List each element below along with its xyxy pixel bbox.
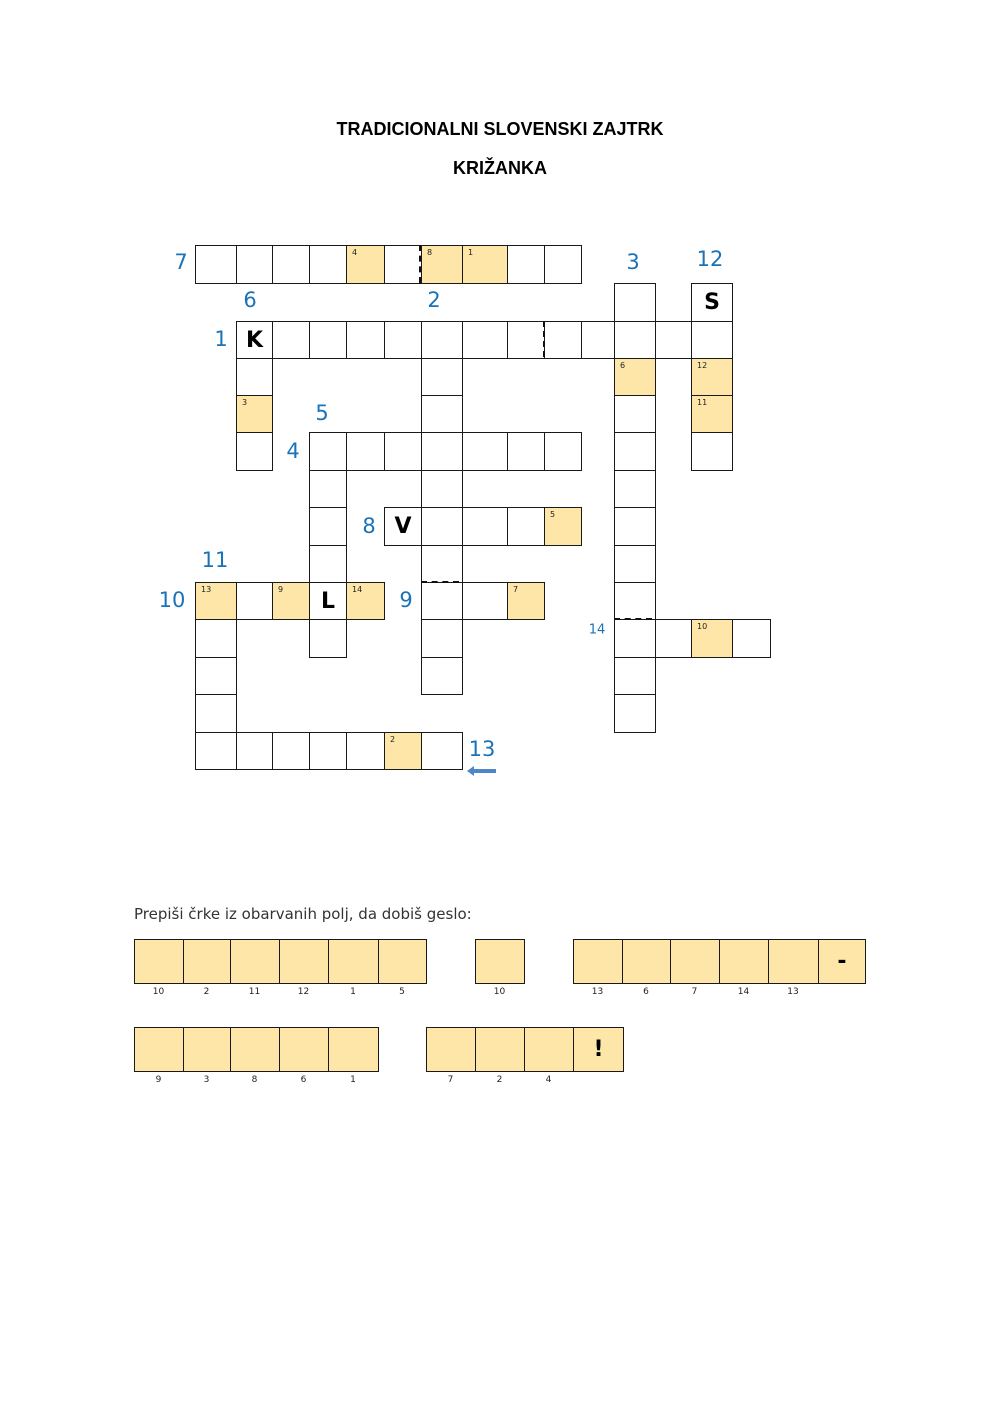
letter-input[interactable] — [237, 246, 272, 283]
letter-input[interactable] — [422, 471, 462, 507]
solution-box[interactable] — [183, 939, 231, 984]
clue-number-3: 3 — [626, 250, 640, 274]
letter-input[interactable] — [733, 620, 770, 657]
solution-input[interactable] — [623, 940, 670, 983]
letter-input[interactable] — [545, 433, 581, 470]
grid-cell[interactable] — [507, 321, 545, 359]
highlighted-grid-cell[interactable] — [691, 358, 733, 396]
grid-cell[interactable] — [309, 470, 347, 508]
solution-input[interactable] — [476, 940, 524, 983]
solution-box[interactable] — [622, 939, 671, 984]
letter-input[interactable] — [508, 433, 544, 470]
letter-input[interactable] — [273, 322, 309, 358]
clue-number-12: 12 — [696, 247, 724, 271]
solution-box[interactable] — [279, 939, 329, 984]
cell-number: 10 — [697, 622, 708, 631]
grid-cell[interactable] — [732, 619, 771, 658]
grid-cell[interactable] — [655, 321, 692, 359]
solution-input[interactable] — [280, 1028, 328, 1071]
letter-input[interactable] — [385, 733, 421, 769]
grid-cell[interactable] — [614, 657, 656, 695]
solution-box[interactable] — [670, 939, 720, 984]
grid-cell[interactable] — [346, 732, 385, 770]
grid-cell[interactable] — [195, 694, 237, 733]
cell-number: 7 — [513, 585, 519, 594]
letter-input[interactable] — [463, 508, 507, 545]
given-letter: S — [704, 290, 720, 315]
solution-input[interactable] — [525, 1028, 573, 1071]
letter-input[interactable] — [463, 433, 507, 470]
grid-cell[interactable] — [195, 732, 237, 770]
instruction-text: Prepiši črke iz obarvanih polj, da dobiš geslo: — [134, 905, 472, 923]
grid-cell[interactable] — [421, 619, 463, 658]
cell-number: 5 — [550, 510, 556, 519]
solution-input[interactable] — [231, 940, 279, 983]
letter-input[interactable] — [347, 322, 384, 358]
grid-cell[interactable] — [614, 545, 656, 583]
cell-number: 11 — [697, 398, 708, 407]
grid-cell[interactable] — [236, 582, 273, 620]
letter-input[interactable] — [615, 359, 655, 395]
grid-cell[interactable] — [421, 432, 463, 471]
letter-input[interactable] — [347, 733, 384, 769]
letter-input[interactable] — [615, 284, 655, 321]
solution-box[interactable] — [328, 939, 379, 984]
grid-cell[interactable] — [272, 321, 310, 359]
solution-number: 14 — [737, 987, 750, 997]
cell-number: 4 — [352, 248, 358, 257]
letter-input[interactable] — [615, 433, 655, 470]
grid-cell[interactable] — [691, 432, 733, 471]
grid-cell[interactable] — [462, 432, 508, 471]
letter-input[interactable] — [692, 620, 732, 657]
cell-number: 9 — [278, 585, 284, 594]
solution-input[interactable] — [231, 1028, 279, 1071]
letter-input[interactable] — [463, 246, 507, 283]
cell-number: 14 — [352, 585, 363, 594]
letter-input[interactable] — [463, 583, 507, 619]
solution-input[interactable] — [476, 1028, 524, 1071]
grid-cell[interactable] — [309, 507, 347, 546]
solution-box[interactable] — [524, 1027, 574, 1072]
given-letter: V — [394, 514, 412, 539]
grid-cell[interactable] — [421, 545, 463, 583]
solution-input[interactable] — [379, 940, 426, 983]
clue-number-9: 9 — [399, 588, 413, 612]
letter-input[interactable] — [347, 433, 384, 470]
solution-number: 2 — [496, 1075, 503, 1085]
page-title: TRADICIONALNI SLOVENSKI ZAJTRK — [336, 119, 664, 139]
solution-number: 5 — [399, 987, 405, 997]
letter-input[interactable] — [692, 433, 732, 470]
grid-cell[interactable] — [614, 582, 656, 620]
clue-number-13: 13 — [468, 737, 496, 761]
grid-cell[interactable] — [691, 321, 733, 359]
solution-number: 13 — [787, 987, 799, 997]
clue-number-10: 10 — [158, 588, 186, 612]
letter-input[interactable] — [273, 583, 309, 619]
grid-cell[interactable] — [236, 358, 273, 396]
solution-box[interactable] — [279, 1027, 329, 1072]
solution-box[interactable] — [378, 939, 427, 984]
letter-input[interactable] — [422, 359, 462, 395]
solution-number: 4 — [545, 1075, 552, 1085]
clue-number-14: 14 — [588, 622, 606, 638]
clue-number-11: 11 — [201, 548, 229, 572]
grid-cell[interactable] — [614, 432, 656, 471]
letter-input[interactable] — [196, 695, 236, 732]
grid-cell — [236, 321, 273, 359]
letter-input[interactable] — [310, 246, 346, 283]
grid-cell[interactable] — [421, 582, 463, 620]
grid-cell[interactable] — [614, 507, 656, 546]
solution-box[interactable] — [426, 1027, 476, 1072]
solution-input[interactable] — [329, 940, 378, 983]
clue-number-5: 5 — [315, 401, 329, 425]
highlighted-grid-cell[interactable] — [462, 245, 508, 284]
solution-input[interactable] — [135, 1028, 183, 1071]
letter-input[interactable] — [385, 246, 421, 283]
grid-cell[interactable] — [421, 358, 463, 396]
page-subtitle: KRIŽANKA — [453, 158, 547, 178]
letter-input[interactable] — [615, 471, 655, 507]
grid-cell[interactable] — [384, 321, 422, 359]
grid-cell[interactable] — [507, 507, 545, 546]
solution-number: 2 — [203, 987, 210, 997]
grid-cell[interactable] — [309, 321, 347, 359]
grid-cell[interactable] — [272, 732, 310, 770]
solution-number: 3 — [203, 1075, 210, 1085]
clue-number-6: 6 — [243, 288, 257, 312]
letter-input[interactable] — [545, 322, 581, 358]
clue-number-1: 1 — [214, 327, 228, 351]
highlighted-grid-cell[interactable] — [236, 395, 273, 433]
highlighted-grid-cell[interactable] — [691, 395, 733, 433]
grid-cell[interactable] — [309, 619, 347, 658]
letter-input[interactable] — [422, 583, 462, 619]
letter-input[interactable] — [385, 433, 421, 470]
letter-input[interactable] — [615, 583, 655, 619]
grid-cell[interactable] — [309, 545, 347, 583]
letter-input[interactable] — [196, 658, 236, 694]
grid-cell[interactable] — [614, 395, 656, 433]
solution-number: 13 — [591, 987, 604, 997]
solution-number: 1 — [350, 1075, 356, 1085]
grid-cell[interactable] — [346, 321, 385, 359]
grid-cell[interactable] — [421, 321, 463, 359]
grid-cell — [691, 283, 733, 322]
solution-number: 6 — [300, 1075, 307, 1085]
grid-cell[interactable] — [614, 321, 656, 359]
grid-cell[interactable] — [236, 245, 273, 284]
grid-cell[interactable] — [655, 619, 692, 658]
grid-cell[interactable] — [236, 732, 273, 770]
letter-input[interactable] — [463, 322, 507, 358]
grid-cell[interactable] — [544, 432, 582, 471]
letter-input[interactable] — [615, 546, 655, 582]
grid-cell[interactable] — [614, 694, 656, 733]
letter-input[interactable] — [347, 246, 384, 283]
solution-box[interactable] — [230, 939, 280, 984]
grid-cell[interactable] — [614, 619, 656, 658]
grid-cell — [384, 507, 422, 546]
grid-cell[interactable] — [421, 395, 463, 433]
letter-input[interactable] — [422, 508, 462, 545]
given-letter: L — [320, 588, 336, 614]
letter-input[interactable] — [237, 733, 272, 769]
letter-input[interactable] — [615, 658, 655, 694]
letter-input[interactable] — [310, 508, 346, 545]
solution-input[interactable] — [769, 940, 818, 983]
solution-number: 11 — [248, 987, 261, 997]
solution-number: 12 — [297, 987, 310, 997]
solution-marker-box — [573, 1027, 624, 1072]
solution-box[interactable] — [573, 939, 623, 984]
letter-input[interactable] — [508, 508, 544, 545]
cell-number: 3 — [242, 398, 248, 407]
solution-input[interactable] — [184, 940, 230, 983]
highlighted-grid-cell[interactable] — [421, 245, 463, 284]
solution-number: 6 — [643, 987, 649, 997]
letter-input[interactable] — [615, 508, 655, 545]
grid-cell[interactable] — [236, 432, 273, 471]
grid-cell[interactable] — [421, 657, 463, 695]
letter-input[interactable] — [196, 246, 236, 283]
solution-input[interactable] — [184, 1028, 230, 1071]
letter-input[interactable] — [310, 322, 346, 358]
grid-cell[interactable] — [346, 432, 385, 471]
letter-input[interactable] — [310, 471, 346, 507]
cell-number: 13 — [201, 585, 212, 594]
solution-box[interactable] — [475, 939, 525, 984]
letter-input[interactable] — [615, 620, 655, 657]
highlighted-grid-cell[interactable] — [346, 245, 385, 284]
solution-number: 10 — [493, 987, 506, 997]
letter-input[interactable] — [237, 396, 272, 432]
solution-number: 9 — [155, 1075, 162, 1085]
grid-cell[interactable] — [581, 321, 615, 359]
letter-input[interactable] — [615, 322, 655, 358]
solution-input[interactable] — [720, 940, 768, 983]
letter-input[interactable] — [237, 359, 272, 395]
highlighted-grid-cell[interactable] — [272, 582, 310, 620]
letter-input[interactable] — [422, 246, 462, 283]
clue-number-8: 8 — [362, 514, 376, 538]
letter-input[interactable] — [422, 396, 462, 432]
letter-input[interactable] — [422, 733, 462, 769]
letter-input[interactable] — [692, 396, 732, 432]
solution-box[interactable] — [328, 1027, 379, 1072]
letter-input[interactable] — [385, 322, 421, 358]
solution-box[interactable] — [768, 939, 819, 984]
solution-box[interactable] — [183, 1027, 231, 1072]
letter-input[interactable] — [310, 733, 346, 769]
solution-input[interactable] — [427, 1028, 475, 1071]
given-letter: K — [245, 327, 264, 353]
letter-input[interactable] — [310, 620, 346, 657]
letter-input[interactable] — [273, 733, 309, 769]
letter-input[interactable] — [508, 583, 544, 619]
letter-input[interactable] — [508, 246, 544, 283]
grid-cell[interactable] — [462, 321, 508, 359]
grid-cell[interactable] — [309, 732, 347, 770]
letter-input[interactable] — [615, 695, 655, 732]
cell-number: 1 — [468, 248, 474, 257]
solution-number: 10 — [152, 987, 165, 997]
letter-input[interactable] — [545, 246, 581, 283]
letter-input[interactable] — [545, 508, 581, 545]
grid-cell[interactable] — [421, 470, 463, 508]
letter-input[interactable] — [582, 322, 614, 358]
letter-input[interactable] — [237, 433, 272, 470]
solution-input[interactable] — [671, 940, 719, 983]
grid-cell[interactable] — [421, 507, 463, 546]
clue-number-7: 7 — [174, 250, 188, 274]
solution-marker: - — [837, 949, 847, 974]
cell-number: 6 — [620, 361, 626, 370]
solution-input[interactable] — [329, 1028, 378, 1071]
cell-number: 12 — [697, 361, 708, 370]
highlighted-grid-cell[interactable] — [384, 732, 422, 770]
letter-input[interactable] — [422, 322, 462, 358]
grid-cell[interactable] — [544, 245, 582, 284]
grid-cell[interactable] — [462, 582, 508, 620]
letter-input[interactable] — [692, 322, 732, 358]
solution-box[interactable] — [475, 1027, 525, 1072]
grid-cell[interactable] — [195, 657, 237, 695]
left-arrow-icon — [467, 765, 497, 777]
grid-cell[interactable] — [507, 432, 545, 471]
grid-cell[interactable] — [195, 245, 237, 284]
letter-input[interactable] — [310, 546, 346, 582]
letter-input[interactable] — [615, 396, 655, 432]
grid-cell — [309, 582, 347, 620]
solution-input[interactable] — [574, 940, 622, 983]
letter-input[interactable] — [196, 583, 236, 619]
letter-input[interactable] — [310, 433, 346, 470]
solution-number: 7 — [447, 1075, 454, 1085]
clue-number-2: 2 — [427, 288, 441, 312]
grid-cell[interactable] — [195, 619, 237, 658]
grid-cell[interactable] — [507, 245, 545, 284]
grid-cell[interactable] — [384, 432, 422, 471]
letter-input[interactable] — [347, 583, 384, 619]
highlighted-grid-cell[interactable] — [691, 619, 733, 658]
letter-input[interactable] — [422, 433, 462, 470]
letter-input[interactable] — [656, 620, 691, 657]
solution-number: 1 — [350, 987, 356, 997]
letter-input[interactable] — [422, 658, 462, 694]
grid-cell[interactable] — [421, 732, 463, 770]
solution-marker-box — [818, 939, 866, 984]
clue-number-4: 4 — [286, 439, 300, 463]
solution-marker: ! — [593, 1037, 604, 1062]
grid-cell[interactable] — [614, 283, 656, 322]
letter-input[interactable] — [196, 733, 236, 769]
highlighted-grid-cell[interactable] — [544, 507, 582, 546]
letter-input[interactable] — [237, 583, 272, 619]
letter-input[interactable] — [273, 246, 309, 283]
letter-input[interactable] — [656, 322, 691, 358]
highlighted-grid-cell[interactable] — [195, 582, 237, 620]
grid-cell[interactable] — [272, 245, 310, 284]
cell-number: 8 — [427, 248, 433, 257]
grid-cell[interactable] — [309, 245, 347, 284]
solution-box[interactable] — [134, 1027, 184, 1072]
highlighted-grid-cell[interactable] — [346, 582, 385, 620]
solution-input[interactable] — [280, 940, 328, 983]
highlighted-grid-cell[interactable] — [507, 582, 545, 620]
solution-box[interactable] — [134, 939, 184, 984]
solution-box[interactable] — [719, 939, 769, 984]
letter-input[interactable] — [422, 620, 462, 657]
grid-cell[interactable] — [614, 470, 656, 508]
grid-cell[interactable] — [462, 507, 508, 546]
solution-box[interactable] — [230, 1027, 280, 1072]
solution-number: 7 — [691, 987, 698, 997]
highlighted-grid-cell[interactable] — [614, 358, 656, 396]
solution-input[interactable] — [135, 940, 183, 983]
letter-input[interactable] — [196, 620, 236, 657]
cell-number: 2 — [390, 735, 396, 744]
grid-cell[interactable] — [309, 432, 347, 471]
letter-input[interactable] — [508, 322, 544, 358]
letter-input[interactable] — [692, 359, 732, 395]
letter-input[interactable] — [422, 546, 462, 582]
grid-cell[interactable] — [384, 245, 422, 284]
grid-cell[interactable] — [544, 321, 582, 359]
solution-number: 8 — [251, 1075, 258, 1085]
